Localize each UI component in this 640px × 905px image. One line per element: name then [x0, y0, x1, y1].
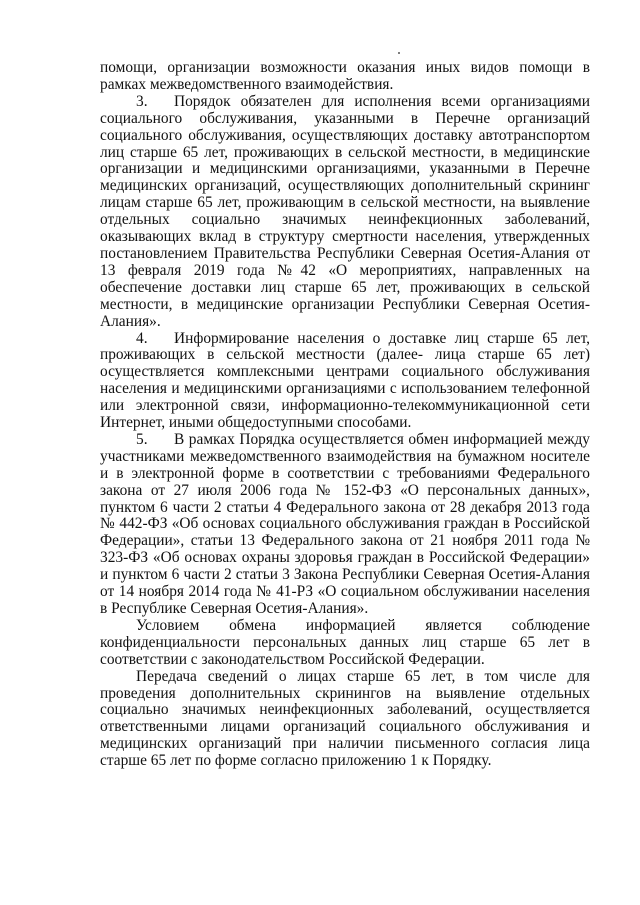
paragraph-text: Порядок обязателен для исполнения всеми организациями социального обслуживания, указанными в Перечне организаций социального обслуживания, осуществляющих доставку автотранспортом лиц старше 65 лет, проживающих в сельской местности, в медицинские организации и медицинскими организациями, указанными в Перечне медицинских организаций, осуществляющих дополнительный скрининг лицам старше 65 лет, проживающим в сельской местности, на выявление отдельных социально значимых неинфекционных заболеваний, оказывающих вклад в структуру смертности населения, утвержденных постановлением Правительства Республики Северная Осетия-Алания от 13 февраля 2019 года №42 «О мероприятиях, направленных на обеспечение доставки лиц старше 65 лет, проживающих в сельской местности, в медицинские организации Республики Северная Осетия-Алания». [100, 92, 590, 330]
paragraph-data-transfer: Передача сведений о лицах старше 65 лет, в том числе для проведения дополнительных скринингов на выявление отдельных социально значимых неинфекционных заболеваний, осуществляется ответственными лицами организаций социального обслуживания и медицинских организаций при наличии письменного согласия лица старше 65 лет по форме согласно приложению 1 к Порядку. [100, 667, 590, 770]
paragraph-text: В рамках Порядка осуществляется обмен информацией между участниками межведомственного взаимодействия на бумажном носителе и в электронной форме в соответствии с требованиями Федерального закона от 27 июля 2006 года № 152-ФЗ «О персональных данных», пунктом 6 части 2 статьи 4 Федерального закона от 28 декабря 2013 года № 442-ФЗ «Об основах социального обслуживания граждан в Российской Федерации», статьи 13 Федерального закона от 21 ноября 2011 года № 323-ФЗ «Об основах охраны здоровья граждан в Российской Федерации» и пунктом 6 части 2 статьи 3 Закона Республики Северная Осетия-Алания от 14 ноября 2014 года № 41-РЗ «О социальном обслуживании населения в Республике Северная Осетия-Алания». [100, 430, 590, 617]
paragraph-confidentiality: Условием обмена информацией является соблюдение конфиденциальности персональных данных лиц старше 65 лет в соответствии с законодательством Российской Федерации. [100, 616, 590, 668]
paragraph-continuation: помощи, организации возможности оказания иных видов помощи в рамках межведомственного взаимодействия. [100, 59, 590, 93]
paragraph-number: 3. [136, 92, 148, 110]
paragraph-text: Информирование населения о доставке лиц старше 65 лет, проживающих в сельской местности (далее- лица старше 65 лет) осуществляется комплексными центрами социального обслуживания населения и медицинскими организациями с использованием телефонной или электронной связи, информационно-телекоммуникационной сети Интернет, иными общедоступными способами. [100, 329, 590, 432]
paragraph-number: 5. [136, 430, 148, 448]
document-body [100, 60, 590, 770]
paragraph-4 [100, 331, 590, 432]
paragraph-5 [100, 432, 590, 618]
scan-speck [398, 52, 400, 54]
paragraph-3 [100, 94, 590, 331]
paragraph-number: 4. [136, 329, 148, 347]
